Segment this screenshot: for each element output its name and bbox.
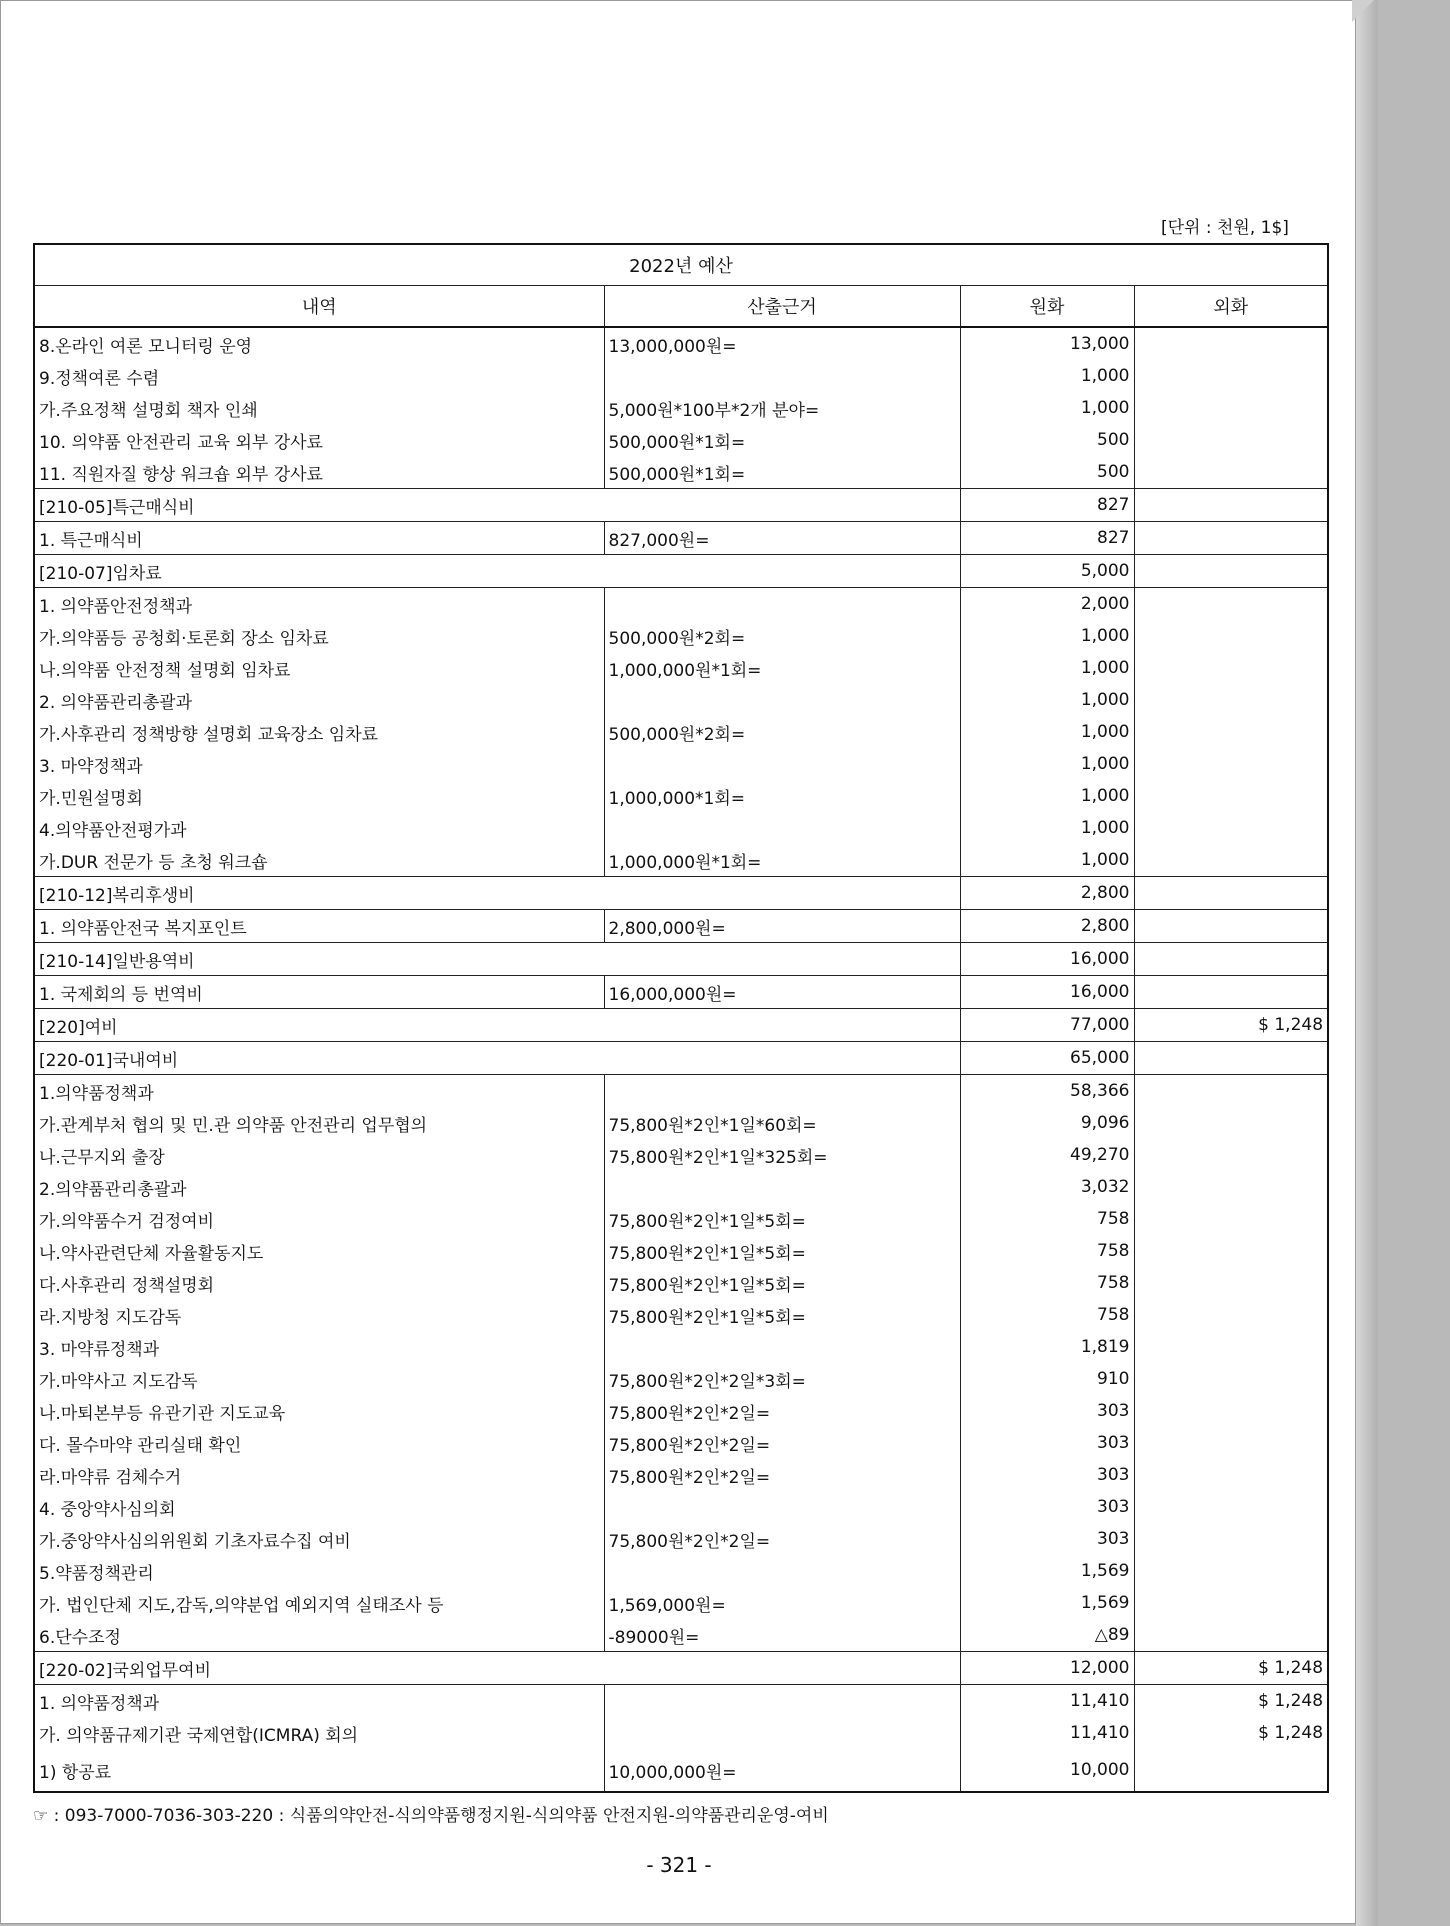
row-basis: 16,000,000원=: [604, 976, 960, 1009]
row-foreign-amount: $ 1,248: [1134, 1685, 1328, 1718]
row-krw-amount: 11,410: [960, 1717, 1134, 1749]
row-basis: 1,569,000원=: [604, 1587, 960, 1619]
table-row: [34, 1555, 1328, 1587]
row-basis: [604, 1075, 960, 1108]
row-description: 다. 몰수마약 관리실태 확인: [34, 1427, 604, 1459]
header-foreign: 외화: [1134, 286, 1328, 328]
row-description: 가.민원설명회: [34, 780, 604, 812]
table-row: [34, 1459, 1328, 1491]
table-row: [34, 424, 1328, 456]
row-description: [220-02]국외업무여비: [34, 1652, 960, 1685]
row-foreign-amount: [1134, 1619, 1328, 1652]
row-description: 1.의약품정책과: [34, 1075, 604, 1108]
row-foreign-amount: [1134, 1171, 1328, 1203]
row-foreign-amount: [1134, 522, 1328, 555]
row-krw-amount: 16,000: [960, 976, 1134, 1009]
row-foreign-amount: [1134, 910, 1328, 943]
table-row: [34, 1107, 1328, 1139]
table-row: [34, 1749, 1328, 1792]
table-row: [34, 392, 1328, 424]
table-row: [34, 1619, 1328, 1652]
row-krw-amount: 1,569: [960, 1587, 1134, 1619]
row-foreign-amount: $ 1,248: [1258, 1723, 1324, 1743]
row-krw-amount: 58,366: [960, 1075, 1134, 1108]
row-description: 4. 중앙약사심의회: [34, 1491, 604, 1523]
row-description: 나.마퇴본부등 유관기관 지도교육: [34, 1395, 604, 1427]
row-krw-amount: 827: [960, 489, 1134, 522]
row-description: 가. 의약품규제기관 국제연합(ICMRA) 회의: [34, 1717, 604, 1749]
row-foreign-amount: [1134, 748, 1328, 780]
row-krw-amount: 1,000: [960, 748, 1134, 780]
row-foreign-amount: [1134, 588, 1328, 621]
row-krw-amount: 303: [960, 1523, 1134, 1555]
table-row: [34, 360, 1328, 392]
row-krw-amount: 9,096: [960, 1107, 1134, 1139]
row-krw-amount: 2,800: [960, 910, 1134, 943]
row-description: 가.관계부처 협의 및 민.관 의약품 안전관리 업무협의: [34, 1107, 604, 1139]
row-basis: [604, 1685, 960, 1718]
row-foreign-amount: [1134, 1395, 1328, 1427]
table-row: [34, 1331, 1328, 1363]
row-krw-amount: 10,000: [960, 1749, 1134, 1792]
footnote: ☞ : 093-7000-7036-303-220 : 식품의약안전-식의약품행정지원-식의약품 안전지원-의약품관리운영-여비: [33, 1806, 829, 1826]
row-krw-amount: 1,000: [960, 844, 1134, 877]
row-description: 가.의약품수거 검정여비: [34, 1203, 604, 1235]
row-description: 3. 마약정책과: [34, 748, 604, 780]
row-description: 1. 국제회의 등 번역비: [34, 976, 604, 1009]
row-foreign-amount: [1134, 1587, 1328, 1619]
row-krw-amount: 1,000: [960, 780, 1134, 812]
row-basis: 75,800원*2인*1일*5회=: [604, 1299, 960, 1331]
row-krw-amount: 910: [960, 1363, 1134, 1395]
row-basis: 827,000원=: [604, 522, 960, 555]
row-foreign-amount: $ 1,248: [1134, 1652, 1328, 1685]
row-krw-amount: 1,819: [960, 1331, 1134, 1363]
row-description: 가.중앙약사심의위원회 기초자료수집 여비: [34, 1523, 604, 1555]
table-row: [34, 1299, 1328, 1331]
row-description: 2. 의약품관리총괄과: [34, 684, 604, 716]
row-basis: 500,000원*1회=: [604, 424, 960, 456]
table-row: [34, 522, 1328, 555]
row-krw-amount: 1,000: [960, 652, 1134, 684]
table-row: [34, 1171, 1328, 1203]
row-basis: [604, 1491, 960, 1523]
row-description: 4.의약품안전평가과: [34, 812, 604, 844]
row-basis: [604, 812, 960, 844]
row-krw-amount: 1,569: [960, 1555, 1134, 1587]
row-description: 9.정책여론 수렴: [34, 360, 604, 392]
table-row: [34, 588, 1328, 621]
row-krw-amount: 1,000: [960, 716, 1134, 748]
row-foreign-amount: [1134, 1203, 1328, 1235]
table-title: 2022년 예산: [34, 244, 1328, 286]
row-foreign-amount: [1134, 877, 1328, 910]
row-description: 나.근무지외 출장: [34, 1139, 604, 1171]
header-description: 내역: [34, 286, 604, 328]
table-row: [34, 976, 1328, 1009]
row-basis: 75,800원*2인*2일=: [604, 1395, 960, 1427]
row-krw-amount: 3,032: [960, 1171, 1134, 1203]
row-description: 라.마약류 검체수거: [34, 1459, 604, 1491]
row-description: [210-12]복리후생비: [34, 877, 960, 910]
row-description: 가. 법인단체 지도,감독,의약분업 예외지역 실태조사 등: [34, 1587, 604, 1619]
row-foreign-amount: [1134, 360, 1328, 392]
row-description: 다.사후관리 정책설명회: [34, 1267, 604, 1299]
row-description: 1. 의약품정책과: [34, 1685, 604, 1718]
row-basis: [604, 748, 960, 780]
table-header-row: [34, 286, 1328, 328]
row-foreign-amount: [1134, 1299, 1328, 1331]
row-basis: [604, 360, 960, 392]
section-row: [34, 555, 1328, 588]
row-basis: 1,000,000원*1회=: [604, 844, 960, 877]
row-krw-amount: 303: [960, 1395, 1134, 1427]
row-basis: [604, 1717, 960, 1749]
section-row: [34, 943, 1328, 976]
row-krw-amount: 303: [960, 1427, 1134, 1459]
table-row: [34, 812, 1328, 844]
row-foreign-amount: [1134, 1235, 1328, 1267]
row-krw-amount: 758: [960, 1203, 1134, 1235]
row-foreign-amount: [1134, 943, 1328, 976]
table-row: [34, 1491, 1328, 1523]
row-description: [210-14]일반용역비: [34, 943, 960, 976]
row-basis: 75,800원*2인*2일=: [604, 1459, 960, 1491]
row-krw-amount: 758: [960, 1267, 1134, 1299]
row-foreign-amount: [1134, 456, 1328, 489]
table-row: [34, 844, 1328, 877]
row-description: 1. 의약품안전국 복지포인트: [34, 910, 604, 943]
row-description: 1) 항공료: [34, 1749, 604, 1792]
row-description: [210-05]특근매식비: [34, 489, 960, 522]
row-foreign-amount: [1134, 555, 1328, 588]
header-krw: 원화: [960, 286, 1134, 328]
row-krw-amount: 303: [960, 1491, 1134, 1523]
table-row: [34, 1717, 1328, 1749]
row-basis: 1,000,000*1회=: [604, 780, 960, 812]
row-krw-amount: 827: [960, 522, 1134, 555]
row-krw-amount: 65,000: [960, 1042, 1134, 1075]
row-foreign-amount: [1134, 1555, 1328, 1587]
row-krw-amount: 758: [960, 1299, 1134, 1331]
row-basis: [604, 1331, 960, 1363]
row-basis: 500,000원*1회=: [604, 456, 960, 489]
row-foreign-amount: [1134, 1523, 1328, 1555]
row-basis: 75,800원*2인*2일*3회=: [604, 1363, 960, 1395]
row-foreign-amount: [1134, 976, 1328, 1009]
row-basis: [604, 1171, 960, 1203]
row-krw-amount: △89: [960, 1619, 1134, 1652]
row-description: 8.온라인 여론 모니터링 운영: [34, 327, 604, 360]
row-foreign-amount: $ 1,248: [1134, 1009, 1328, 1042]
table-row: [34, 716, 1328, 748]
page-number: - 321 -: [646, 1853, 712, 1877]
row-krw-amount: 12,000: [960, 1652, 1134, 1685]
row-description: 2.의약품관리총괄과: [34, 1171, 604, 1203]
row-krw-amount: 5,000: [960, 555, 1134, 588]
row-krw-amount: 500: [960, 456, 1134, 489]
row-description: 가.의약품등 공청회·토론회 장소 임차료: [34, 620, 604, 652]
row-krw-amount: 1,000: [960, 812, 1134, 844]
row-krw-amount: 2,000: [960, 588, 1134, 621]
row-description: 10. 의약품 안전관리 교육 외부 강사료: [34, 424, 604, 456]
table-row: [34, 780, 1328, 812]
table-row: [34, 684, 1328, 716]
row-foreign-amount: [1134, 1427, 1328, 1459]
row-foreign-amount: [1134, 1139, 1328, 1171]
page-curl: [1352, 0, 1374, 22]
row-description: [220]여비: [34, 1009, 960, 1042]
row-foreign-amount: [1134, 1042, 1328, 1075]
table-row: [34, 910, 1328, 943]
row-description: 가.마약사고 지도감독: [34, 1363, 604, 1395]
row-description: 5.약품정책관리: [34, 1555, 604, 1587]
row-basis: 500,000원*2회=: [604, 716, 960, 748]
section-row: [34, 489, 1328, 522]
row-foreign-amount: [1134, 684, 1328, 716]
row-krw-amount: 1,000: [960, 684, 1134, 716]
row-description: 가.사후관리 정책방향 설명회 교육장소 임차료: [34, 716, 604, 748]
row-basis: 75,800원*2인*2일=: [604, 1427, 960, 1459]
row-description: 나.의약품 안전정책 설명회 임차료: [34, 652, 604, 684]
row-foreign-amount: [1134, 780, 1328, 812]
row-basis: 75,800원*2인*1일*5회=: [604, 1203, 960, 1235]
row-foreign-amount: [1134, 1459, 1328, 1491]
row-foreign-amount: [1134, 1107, 1328, 1139]
row-foreign-amount: [1134, 812, 1328, 844]
row-foreign-amount: [1134, 327, 1328, 360]
row-basis: 10,000,000원=: [604, 1749, 960, 1792]
budget-table: [33, 243, 1329, 1793]
row-foreign-amount: [1134, 489, 1328, 522]
table-row: [34, 1203, 1328, 1235]
row-description: 3. 마약류정책과: [34, 1331, 604, 1363]
table-row: [34, 1267, 1328, 1299]
row-foreign-amount: [1134, 716, 1328, 748]
row-basis: 75,800원*2인*1일*5회=: [604, 1267, 960, 1299]
row-krw-amount: 1,000: [960, 392, 1134, 424]
table-row: [34, 1427, 1328, 1459]
row-description: 6.단수조정: [34, 1619, 604, 1652]
row-description: [210-07]임차료: [34, 555, 960, 588]
row-basis: 75,800원*2인*1일*5회=: [604, 1235, 960, 1267]
row-foreign-amount: [1134, 1363, 1328, 1395]
row-basis: 500,000원*2회=: [604, 620, 960, 652]
row-krw-amount: 2,800: [960, 877, 1134, 910]
section-row: [34, 1652, 1328, 1685]
table-row: [34, 1523, 1328, 1555]
row-description: 가.DUR 전문가 등 초청 워크숍: [34, 844, 604, 877]
section-row: [34, 877, 1328, 910]
row-foreign-amount: [1134, 1749, 1328, 1792]
table-row: [34, 1395, 1328, 1427]
table-row: [34, 1685, 1328, 1718]
table-row: [34, 1235, 1328, 1267]
row-krw-amount: 16,000: [960, 943, 1134, 976]
row-description: 11. 직원자질 향상 워크숍 외부 강사료: [34, 456, 604, 489]
row-description: 라.지방청 지도감독: [34, 1299, 604, 1331]
table-body: [34, 327, 1328, 1792]
row-krw-amount: 13,000: [960, 327, 1134, 360]
row-description: 1. 특근매식비: [34, 522, 604, 555]
table-row: [34, 620, 1328, 652]
section-row: [34, 1009, 1328, 1042]
row-foreign-amount: [1134, 620, 1328, 652]
row-description: 가.주요정책 설명회 책자 인쇄: [34, 392, 604, 424]
row-basis: [604, 684, 960, 716]
row-foreign-amount: [1134, 1267, 1328, 1299]
row-krw-amount: 77,000: [960, 1009, 1134, 1042]
row-krw-amount: 49,270: [960, 1139, 1134, 1171]
table-row: [34, 1587, 1328, 1619]
table-row: [34, 1139, 1328, 1171]
row-krw-amount: 1,000: [960, 360, 1134, 392]
row-krw-amount: 500: [960, 424, 1134, 456]
table-row: [34, 327, 1328, 360]
row-basis: 2,800,000원=: [604, 910, 960, 943]
row-basis: -89000원=: [604, 1619, 960, 1652]
row-basis: 75,800원*2인*2일=: [604, 1523, 960, 1555]
table-row: [34, 1363, 1328, 1395]
unit-label: [단위 : 천원, 1$]: [1161, 218, 1289, 238]
row-basis: 13,000,000원=: [604, 327, 960, 360]
row-krw-amount: 303: [960, 1459, 1134, 1491]
row-basis: 75,800원*2인*1일*60회=: [604, 1107, 960, 1139]
table-row: [34, 748, 1328, 780]
row-foreign-amount: [1134, 1491, 1328, 1523]
row-basis: 75,800원*2인*1일*325회=: [604, 1139, 960, 1171]
table-title-row: [34, 244, 1328, 286]
row-foreign-amount: [1134, 392, 1328, 424]
row-basis: [604, 588, 960, 621]
row-foreign-amount: [1134, 424, 1328, 456]
section-row: [34, 1042, 1328, 1075]
row-krw-amount: 11,410: [960, 1685, 1134, 1718]
row-description: 1. 의약품안전정책과: [34, 588, 604, 621]
row-foreign-amount: [1134, 1331, 1328, 1363]
row-description: [220-01]국내여비: [34, 1042, 960, 1075]
row-krw-amount: 1,000: [960, 620, 1134, 652]
row-krw-amount: 758: [960, 1235, 1134, 1267]
table-row: [34, 456, 1328, 489]
row-basis: 1,000,000원*1회=: [604, 652, 960, 684]
row-foreign-amount: [1134, 844, 1328, 877]
row-basis: 5,000원*100부*2개 분야=: [604, 392, 960, 424]
header-basis: 산출근거: [604, 286, 960, 328]
row-basis: [604, 1555, 960, 1587]
row-description: 나.약사관련단체 자율활동지도: [34, 1235, 604, 1267]
row-foreign-amount: [1134, 1075, 1328, 1108]
row-foreign-amount: [1134, 652, 1328, 684]
table-row: [34, 652, 1328, 684]
page-edge: [1356, 0, 1378, 1926]
table-row: [34, 1075, 1328, 1108]
